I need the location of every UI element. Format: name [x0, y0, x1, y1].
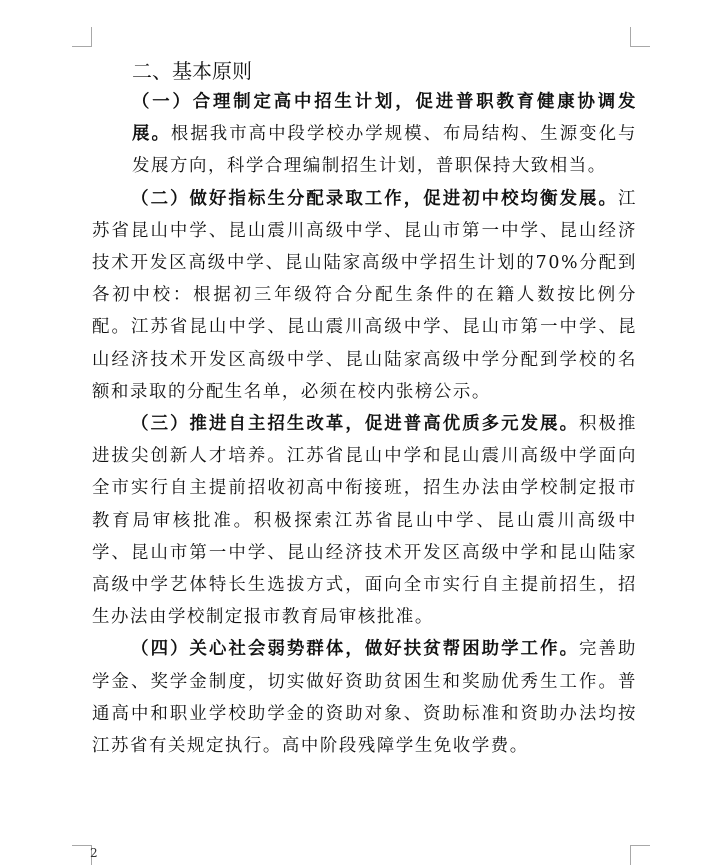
paragraph-2-body: 江苏省昆山中学、昆山震川高级中学、昆山市第一中学、昆山经济技术开发区高级中学、昆山陆家高级中学招生计划的70%分配到各初中校：根据初三年级符合分配生条件的在籍人数按比例分配。江苏省昆山中学、昆山震川高级中学、昆山市第一中学、昆山经济技术开发区高级中学、昆山陆家高级中学分配到学校的名额和录取的分配生名单，必须在校内张榜公示。	[92, 188, 637, 402]
paragraph-1-lead: （一）合理制定高中招生计划，促进普职教育健康协调发展。	[132, 92, 637, 145]
paragraph-2	[92, 183, 637, 408]
paragraph-4-body: 完善助学金、奖学金制度，切实做好资助贫困生和奖励优秀生工作。普通高中和职业学校助学金的资助对象、资助标准和资助办法均按江苏省有关规定执行。高中阶段残障学生免收学费。	[92, 639, 637, 757]
paragraph-2-lead: （二）做好指标生分配录取工作，促进初中校均衡发展。	[131, 188, 618, 209]
crop-mark-top-right	[630, 27, 650, 47]
document-body	[92, 56, 637, 762]
paragraph-3-lead: （三）推进自主招生改革，促进普高优质多元发展。	[131, 414, 580, 435]
page-number: 2	[90, 846, 98, 860]
section-heading: 二、基本原则	[132, 59, 252, 83]
paragraph-4-lead: （四）关心社会弱势群体，做好扶贫帮困助学工作。	[131, 639, 580, 660]
crop-mark-bottom-left	[72, 845, 92, 865]
crop-mark-bottom-right	[630, 845, 650, 865]
paragraph-1-body: 根据我市高中段学校办学规模、布局结构、生源变化与发展方向，科学合理编制招生计划，普职保持大致相当。	[132, 124, 638, 177]
crop-mark-top-left	[72, 27, 92, 47]
paragraph-1	[92, 86, 637, 183]
paragraph-4	[92, 633, 637, 762]
paragraph-3-body: 积极推进拔尖创新人才培养。江苏省昆山中学和昆山震川高级中学面向全市实行自主提前招收初高中衔接班，招生办法由学校制定报市教育局审核批准。积极探索江苏省昆山中学、昆山震川高级中学、昆山市第一中学、昆山经济技术开发区高级中学和昆山陆家高级中学艺体特长生选拔方式，面向全市实行自主提前招生，招生办法由学校制定报市教育局审核批准。	[92, 414, 637, 628]
paragraph-3	[92, 408, 637, 633]
